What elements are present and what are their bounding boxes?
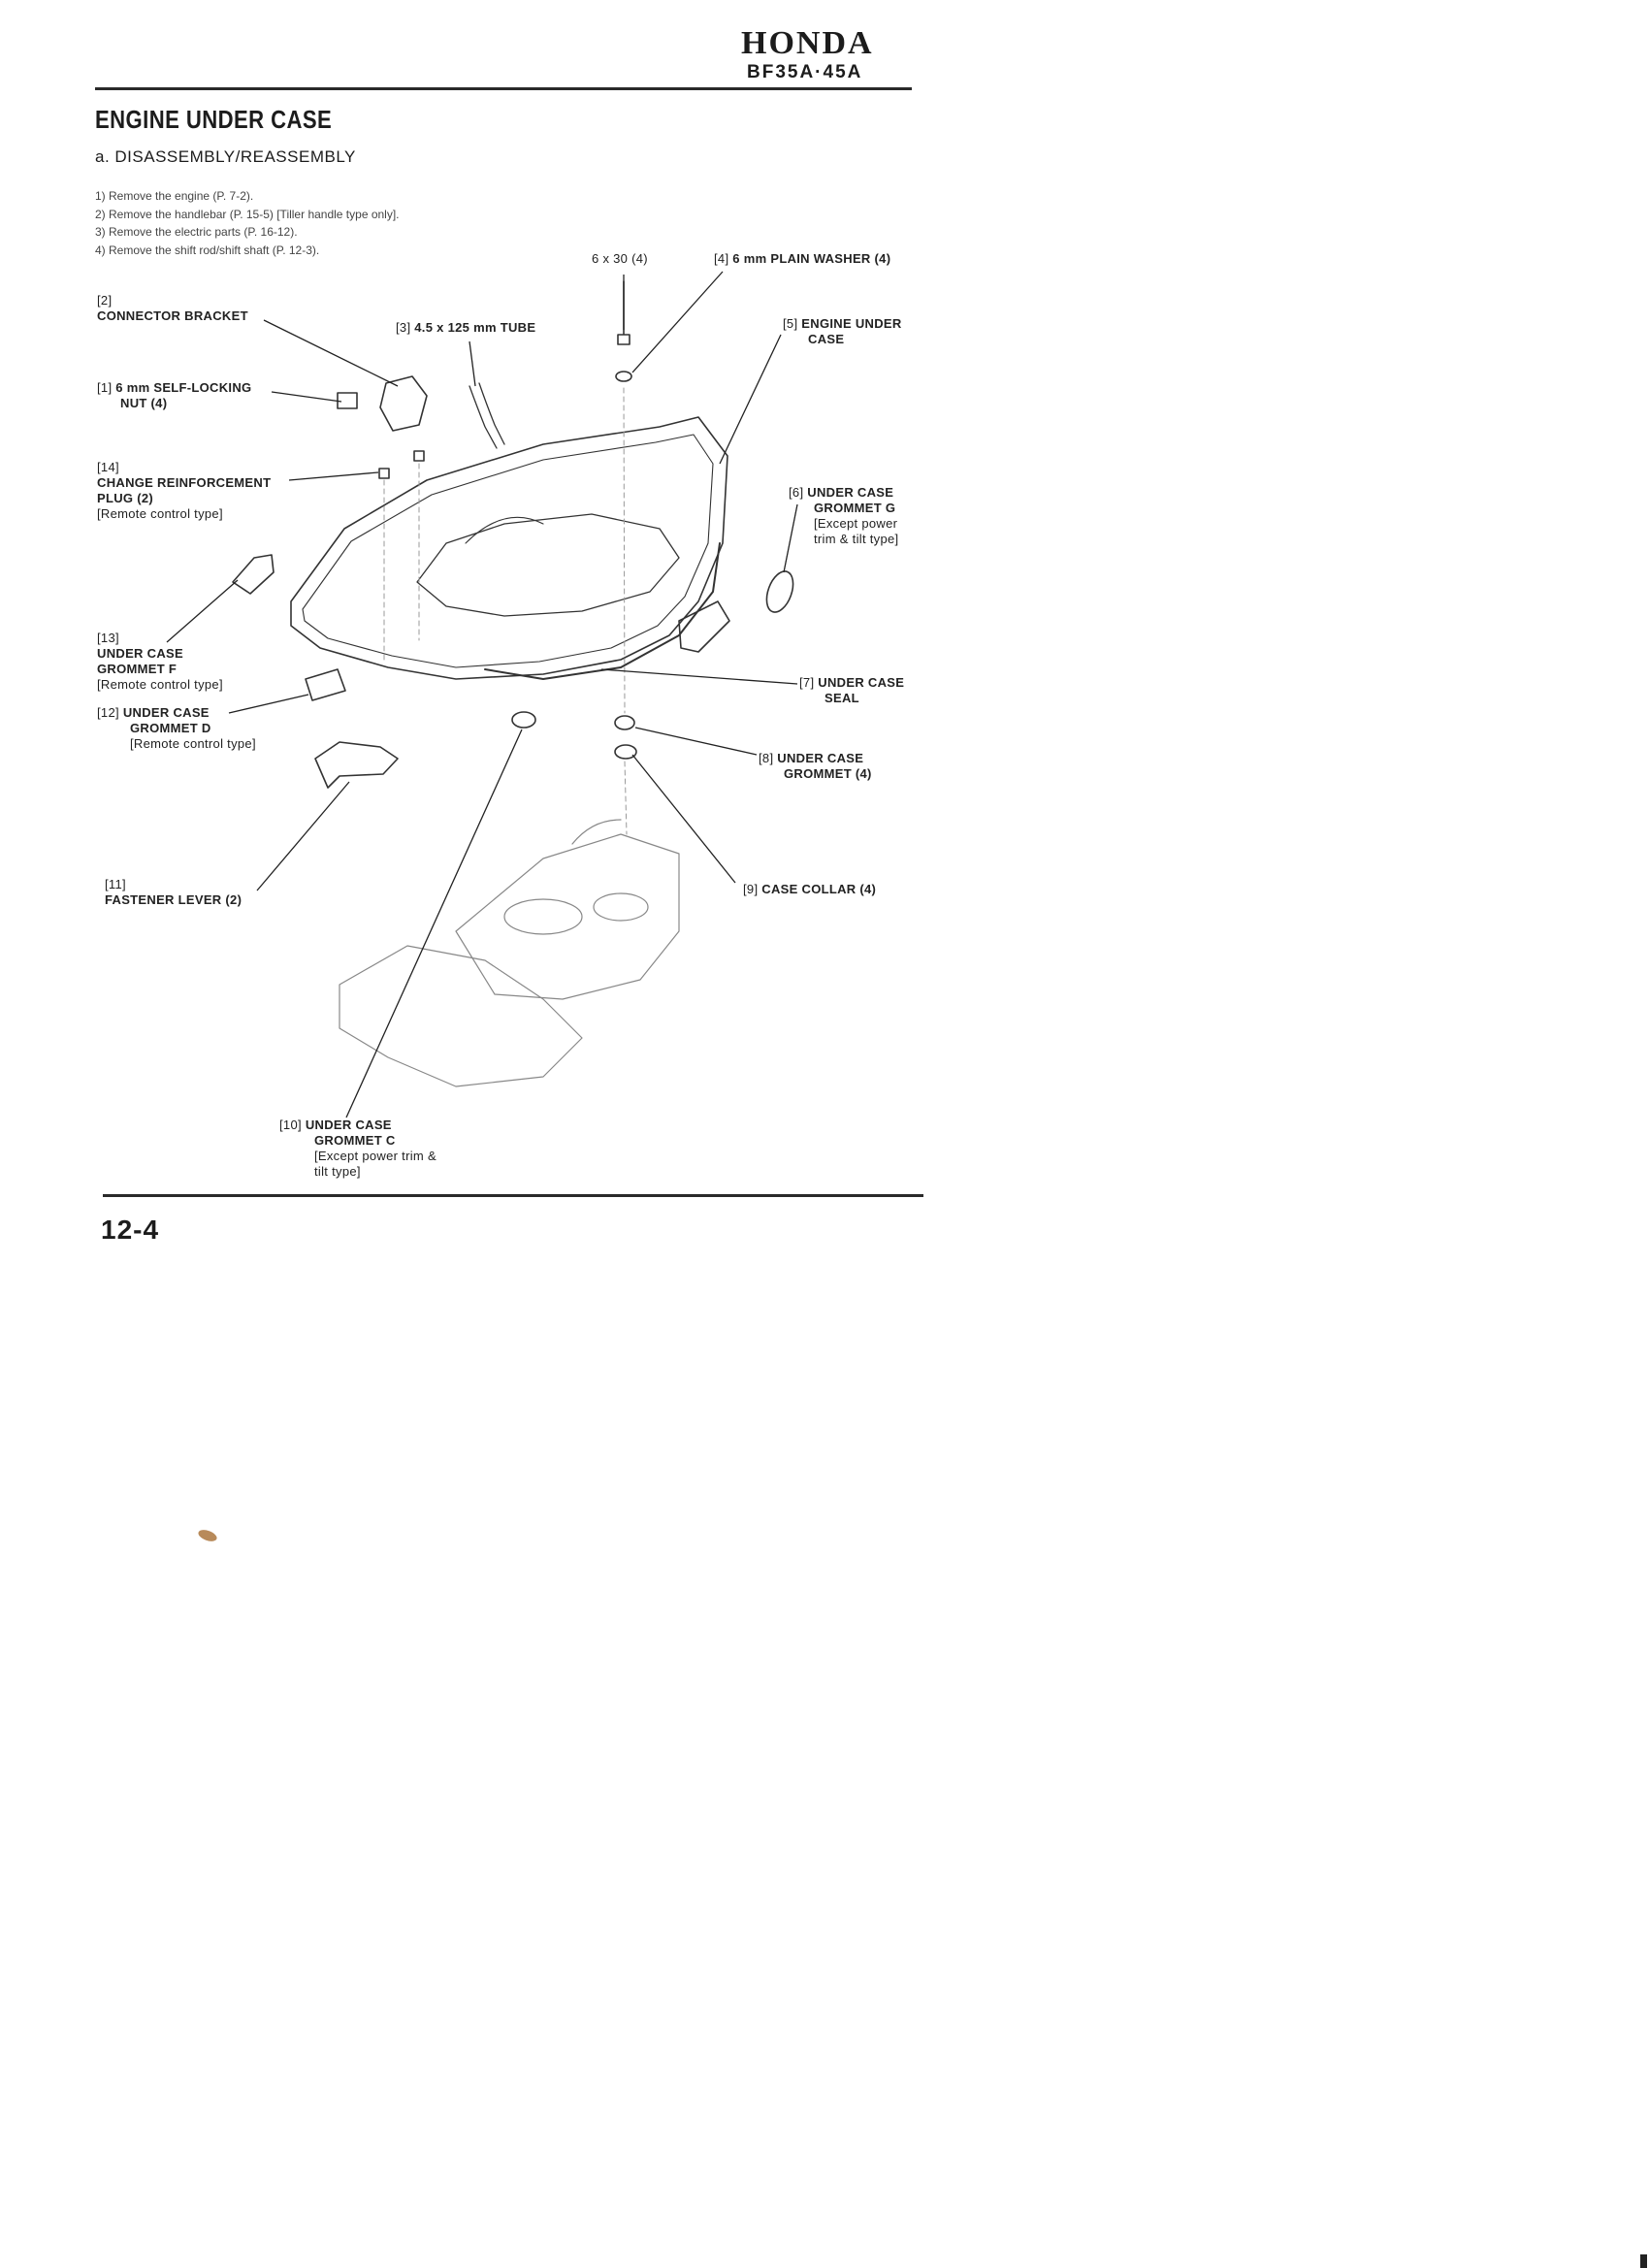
callout-text: [Remote control type] (97, 677, 223, 692)
procedure-step: 3) Remove the electric parts (P. 16-12). (95, 225, 298, 239)
callout-text: [Except power (814, 516, 898, 531)
leader-line (264, 320, 398, 386)
procedure-step: 1) Remove the engine (P. 7-2). (95, 189, 254, 203)
callout-case-collar (743, 882, 876, 897)
callout-text: FASTENER LEVER (2) (105, 892, 242, 907)
engine-block-shape (456, 834, 679, 999)
callout-number: [14] (97, 460, 119, 474)
callout-number: [5] (783, 316, 798, 331)
leader-line (635, 728, 757, 755)
callout-grommet-c (279, 1118, 436, 1180)
callout-number: [9] (743, 882, 759, 896)
grommet-c-shape (512, 712, 535, 728)
under-case-grommet-shape (615, 716, 634, 729)
scan-edge-mark (1640, 2254, 1647, 2268)
page-number: 12-4 (101, 1215, 160, 1245)
callout-text: UNDER CASE (305, 1118, 392, 1132)
callout-text: 4.5 x 125 mm TUBE (414, 320, 536, 335)
callout-text: 6 x 30 (4) (592, 251, 648, 266)
callout-text: UNDER CASE (818, 675, 905, 690)
callout-text: tilt type] (314, 1164, 361, 1179)
plain-washer-shape (616, 372, 631, 381)
callout-text: GROMMET C (314, 1133, 396, 1148)
callout-engine-under-case (783, 316, 902, 347)
callout-text: UNDER CASE (807, 485, 894, 500)
callout-number: [8] (759, 751, 774, 765)
callout-text: SEAL (824, 691, 859, 705)
model-name: BF35A·45A (747, 62, 863, 82)
callout-tube (396, 320, 535, 336)
callout-text: 6 mm SELF-LOCKING (115, 380, 252, 395)
footer-rule (103, 1194, 923, 1197)
tube-shape (469, 383, 504, 448)
section-title: ENGINE UNDER CASE (95, 105, 333, 134)
callout-number: [7] (799, 675, 815, 690)
callout-text: UNDER CASE (777, 751, 864, 765)
callout-text: CONNECTOR BRACKET (97, 308, 248, 323)
callout-number: [13] (97, 631, 119, 645)
callout-text: CASE COLLAR (4) (761, 882, 877, 896)
callout-self-locking-nut (97, 380, 251, 411)
callout-text: NUT (4) (120, 396, 168, 410)
callout-text: CHANGE REINFORCEMENT (97, 475, 272, 490)
callout-reinforcement-plug (97, 460, 271, 522)
callout-number: [6] (789, 485, 804, 500)
leader-line (257, 782, 349, 891)
leader-line (601, 669, 797, 684)
callout-grommet-d (97, 705, 256, 752)
engine-under-case-shape (291, 417, 728, 679)
procedure-step: 4) Remove the shift rod/shift shaft (P. 12-3). (95, 243, 320, 257)
callout-number: [10] (279, 1118, 302, 1132)
callout-text: GROMMET G (814, 501, 896, 515)
reinforcement-plug-shape (379, 469, 389, 478)
leader-line (289, 472, 378, 480)
callout-text: CASE (808, 332, 845, 346)
leader-line (272, 392, 341, 402)
callout-text: [Remote control type] (97, 506, 223, 521)
callout-plain-washer (714, 251, 890, 267)
callout-grommet-f (97, 631, 223, 693)
callout-text: GROMMET (4) (784, 766, 872, 781)
callout-text: trim & tilt type] (814, 532, 899, 546)
leader-line (632, 272, 723, 373)
grommet-g-shape (761, 567, 798, 616)
brand-logo: HONDA (741, 25, 874, 61)
leader-line (720, 335, 781, 464)
callout-fastener-lever (105, 877, 242, 908)
fastener-lever-shape (315, 742, 398, 788)
procedure-step: 2) Remove the handlebar (P. 15-5) [Tiller handle type only]. (95, 207, 400, 221)
leader-line (469, 341, 475, 386)
callout-number: [4] (714, 251, 729, 266)
self-locking-nut-shape (338, 393, 357, 408)
callout-connector-bracket (97, 293, 248, 324)
callout-number: [3] (396, 320, 411, 335)
callout-number: [2] (97, 293, 113, 308)
callout-grommet-g (789, 485, 898, 547)
callout-number: [1] (97, 380, 113, 395)
callout-under-case-seal (799, 675, 904, 706)
leader-line (632, 755, 735, 883)
grommet-d-shape (306, 669, 345, 700)
callout-number: [12] (97, 705, 119, 720)
subsection-title: a. DISASSEMBLY/REASSEMBLY (95, 147, 356, 166)
callout-text: PLUG (2) (97, 491, 154, 505)
leader-line (346, 729, 522, 1118)
under-case-seal-shape (485, 543, 720, 679)
callout-text: ENGINE UNDER (801, 316, 902, 331)
callout-text: UNDER CASE (122, 705, 210, 720)
callout-text: GROMMET F (97, 662, 178, 676)
grommet-f-shape (233, 555, 274, 594)
callout-under-case-grommet (759, 751, 872, 782)
connector-bracket-shape (380, 376, 427, 431)
callout-text: 6 mm PLAIN WASHER (4) (732, 251, 891, 266)
callout-text: [Remote control type] (130, 736, 256, 751)
callout-text: [Except power trim & (314, 1149, 436, 1163)
callout-text: UNDER CASE (97, 646, 183, 661)
callout-bolt (592, 251, 648, 267)
callout-text: GROMMET D (130, 721, 211, 735)
callout-number: [11] (105, 877, 126, 891)
